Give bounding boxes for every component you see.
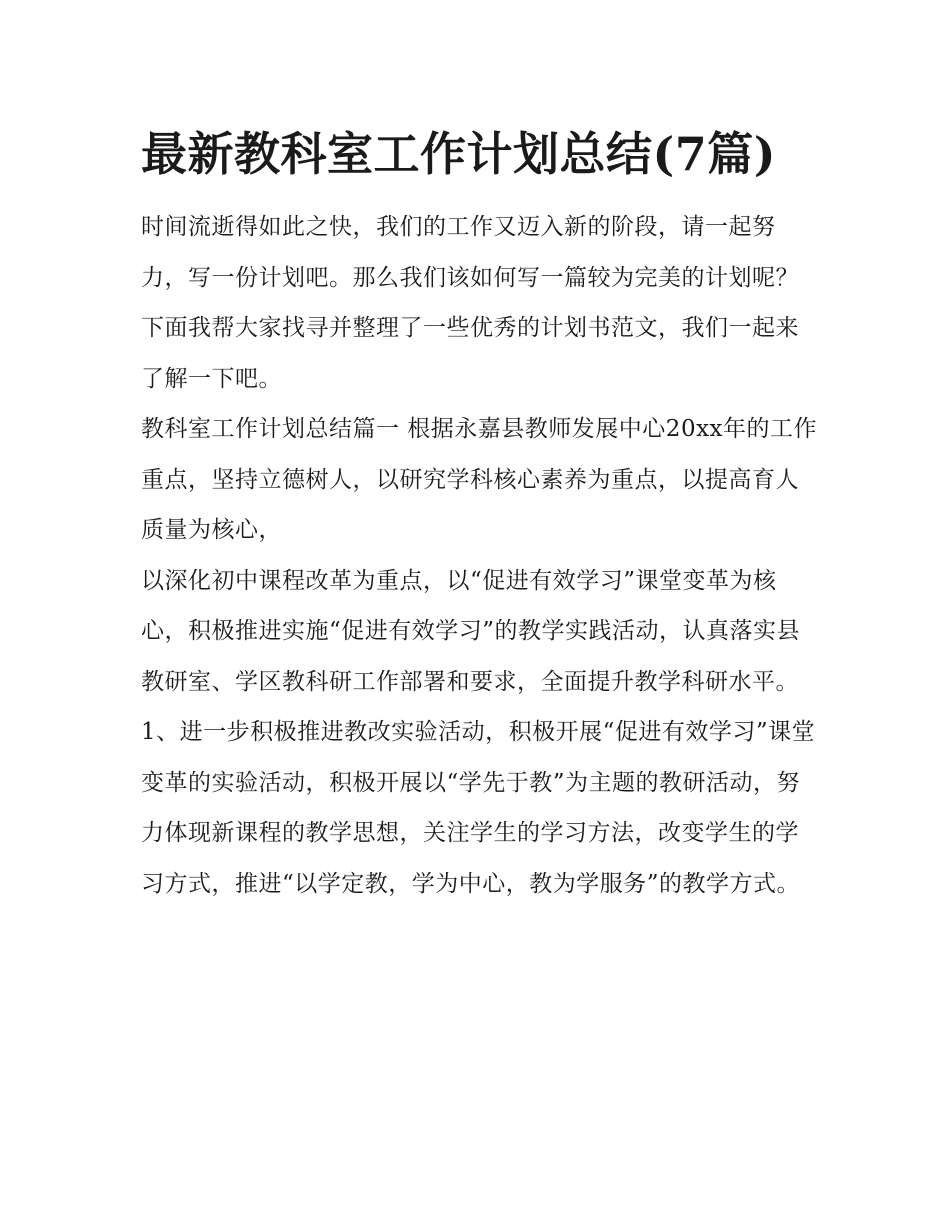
document-page <box>141 118 821 909</box>
document-title: 最新教科室工作计划总结(7篇) <box>141 127 777 181</box>
paragraph-guiding-idea: 以深化初中课程改革为重点，以“促进有效学习”课堂变革为核心，积极推进实施“促进有效学习”的教学实践活动，认真落实县教研室、学区教科研工作部署和要求，全面提升教学科研水平。 <box>141 567 801 695</box>
paragraph-intro: 时间流逝得如此之快，我们的工作又迈入新的阶段，请一起努力，写一份计划吧。那么我们该如何写一篇较为完美的计划呢？下面我帮大家找寻并整理了一些优秀的计划书范文，我们一起来了解一下吧。 <box>141 214 799 392</box>
paragraph-item-1: 1、进一步积极推进教改实验活动，积极开展“促进有效学习”课堂变革的实验活动，积极开展以“学先于教”为主题的教研活动，努力体现新课程的教学思想，关注学生的学习方法，改变学生的学习方式，推进“以学定教，学为中心，教为学服务”的教学方式。 <box>141 719 816 897</box>
paragraph-section-one: 教科室工作计划总结篇一 根据永嘉县教师发展中心20xx年的工作重点，坚持立德树人，以研究学科核心素养为重点，以提高育人质量为核心， <box>141 416 818 543</box>
